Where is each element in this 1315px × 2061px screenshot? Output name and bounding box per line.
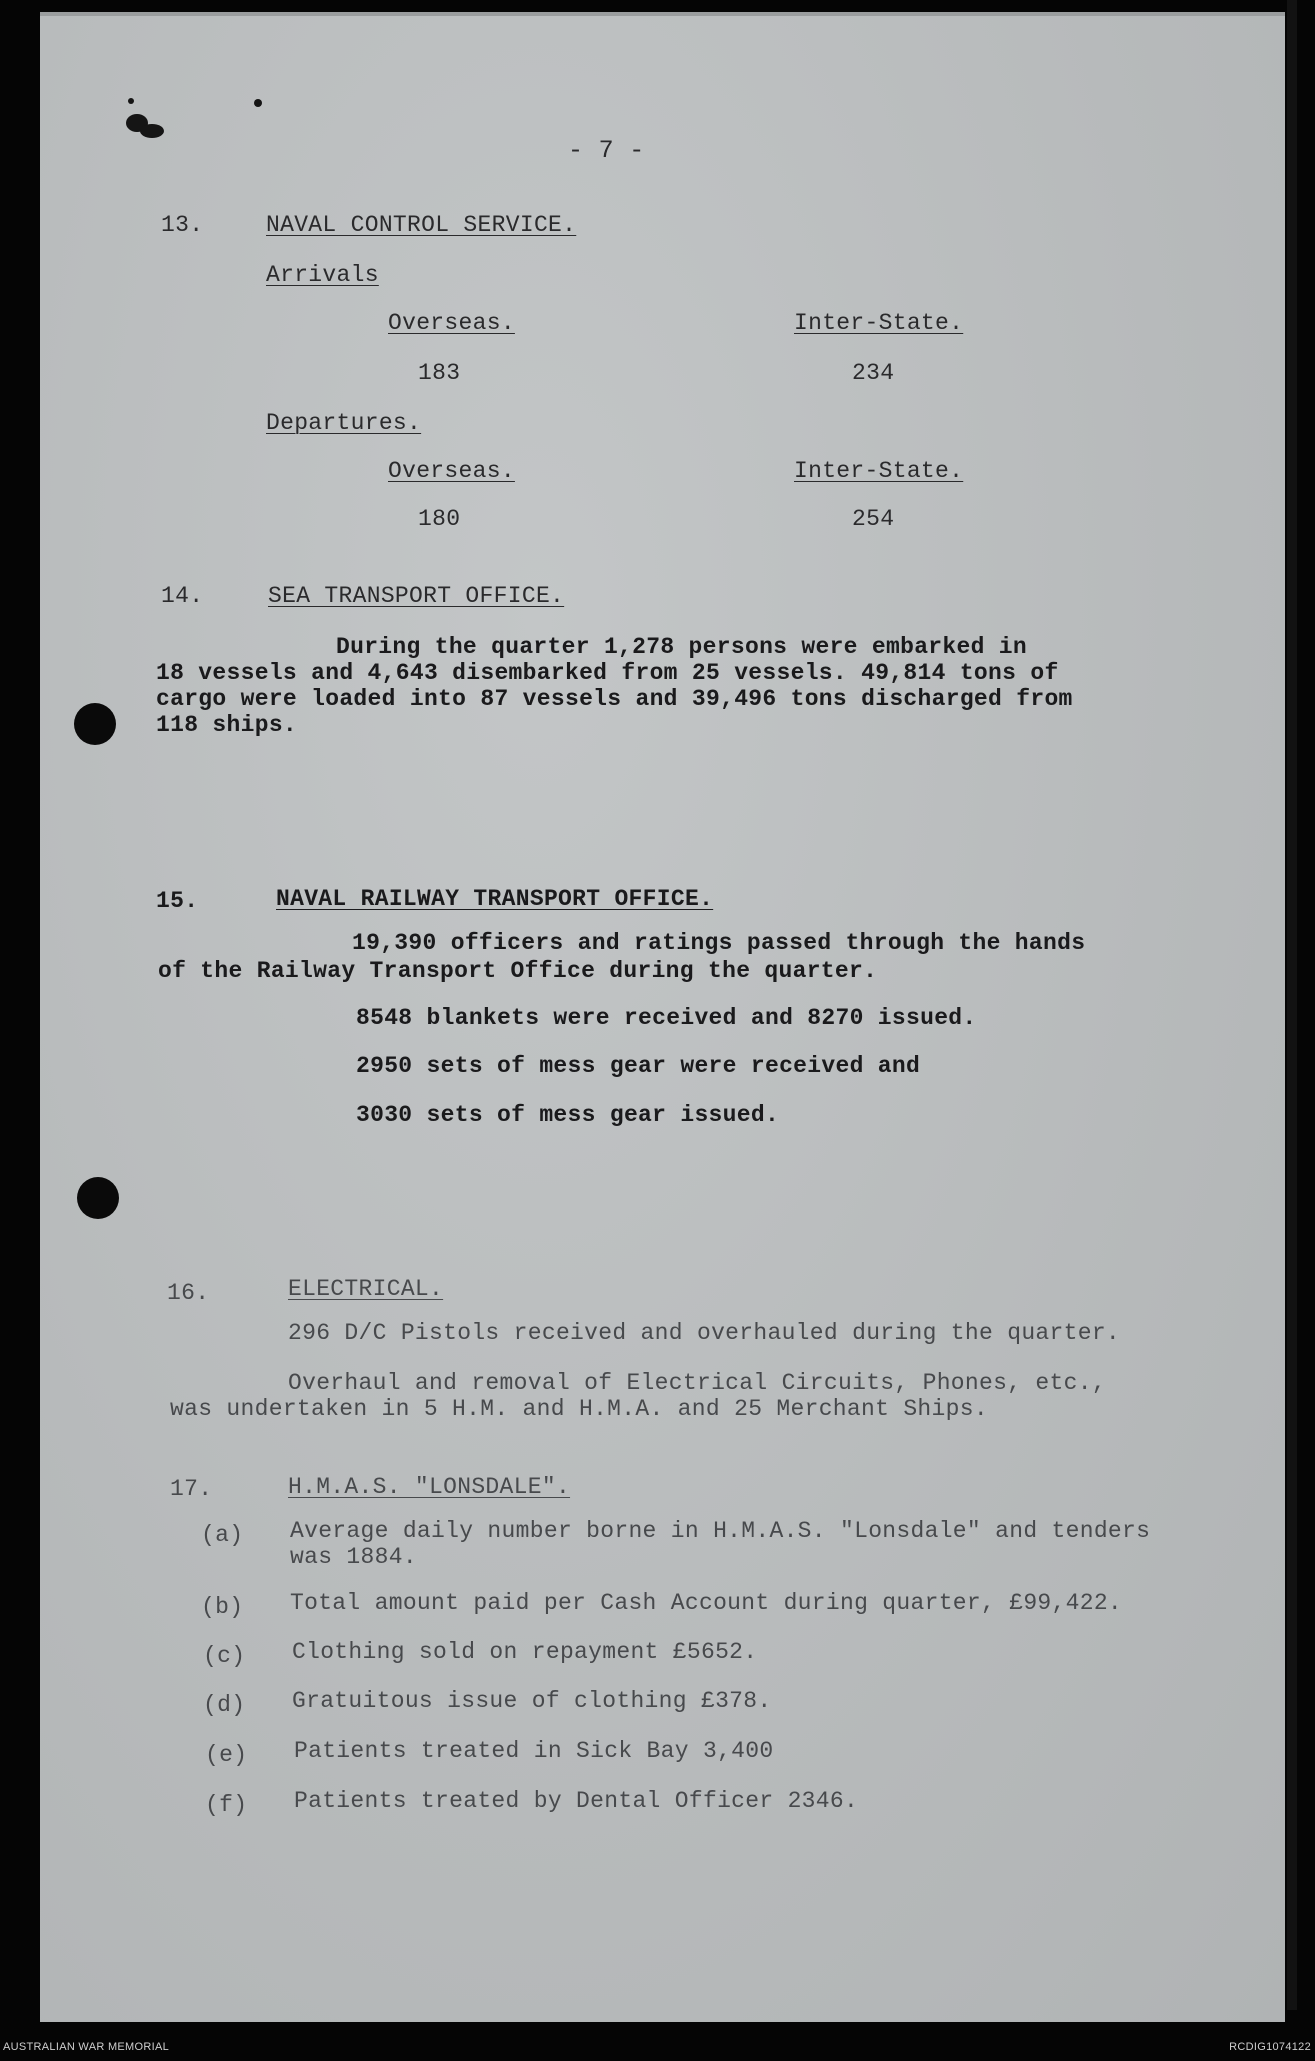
- section-17-title: H.M.A.S. "LONSDALE".: [288, 1474, 571, 1500]
- departures-label: Departures.: [266, 410, 422, 436]
- item-label: (d): [203, 1692, 246, 1718]
- ink-stain: [140, 124, 164, 138]
- item-text: Gratuitous issue of clothing £378.: [292, 1688, 772, 1714]
- section-15-line: 3030 sets of mess gear issued.: [356, 1102, 780, 1128]
- section-15-line: 2950 sets of mess gear were received and: [356, 1053, 921, 1079]
- ink-stain: [254, 99, 262, 107]
- item-text: Clothing sold on repayment £5652.: [292, 1639, 758, 1665]
- departures-overseas-value: 180: [418, 506, 461, 532]
- item-label: (a): [201, 1522, 244, 1548]
- section-16-line: was undertaken in 5 H.M. and H.M.A. and 25 Merchant Ships.: [170, 1396, 988, 1422]
- section-14-title: SEA TRANSPORT OFFICE.: [268, 583, 565, 609]
- section-15-number: 15.: [156, 888, 199, 914]
- departures-interstate-value: 254: [852, 506, 895, 532]
- section-16-line: Overhaul and removal of Electrical Circuits, Phones, etc.,: [288, 1370, 1106, 1396]
- arrivals-overseas-label: Overseas.: [388, 310, 515, 336]
- section-15-title: NAVAL RAILWAY TRANSPORT OFFICE.: [276, 886, 714, 912]
- item-label: (e): [205, 1742, 248, 1768]
- departures-interstate-label: Inter-State.: [794, 458, 964, 484]
- item-text: Average daily number borne in H.M.A.S. "Lonsdale" and tenders: [290, 1518, 1151, 1544]
- section-14-line: cargo were loaded into 87 vessels and 39,496 tons discharged from: [156, 686, 1073, 712]
- section-15-line: of the Railway Transport Office during the quarter.: [158, 958, 878, 984]
- departures-overseas-label: Overseas.: [388, 458, 515, 484]
- section-15-line: 19,390 officers and ratings passed through the hands: [352, 930, 1086, 956]
- section-13-title: NAVAL CONTROL SERVICE.: [266, 212, 577, 238]
- arrivals-interstate-value: 234: [852, 360, 895, 386]
- item-label: (c): [203, 1643, 246, 1669]
- page-number: - 7 -: [568, 136, 645, 165]
- item-label: (b): [201, 1594, 244, 1620]
- page-right-edge: [1287, 0, 1297, 2010]
- item-text: Patients treated by Dental Officer 2346.: [294, 1788, 859, 1814]
- footer-reference: RCDIG1074122: [1229, 2041, 1311, 2053]
- section-17-number: 17.: [170, 1476, 213, 1502]
- item-label: (f): [205, 1792, 248, 1818]
- section-14-number: 14.: [161, 583, 204, 609]
- section-14-line: 118 ships.: [156, 712, 298, 738]
- arrivals-overseas-value: 183: [418, 360, 461, 386]
- punch-hole: [77, 1177, 119, 1219]
- arrivals-interstate-label: Inter-State.: [794, 310, 964, 336]
- section-13-number: 13.: [161, 212, 204, 238]
- punch-hole: [74, 703, 116, 745]
- section-16-line: 296 D/C Pistols received and overhauled during the quarter.: [288, 1320, 1121, 1346]
- arrivals-label: Arrivals: [266, 262, 379, 288]
- item-text: Patients treated in Sick Bay 3,400: [294, 1738, 774, 1764]
- section-14-line: During the quarter 1,278 persons were embarked in: [336, 634, 1028, 660]
- item-text-continued: was 1884.: [290, 1544, 417, 1570]
- section-15-line: 8548 blankets were received and 8270 issued.: [356, 1005, 977, 1031]
- item-text: Total amount paid per Cash Account during quarter, £99,422.: [290, 1590, 1123, 1616]
- section-16-number: 16.: [167, 1280, 210, 1306]
- section-14-line: 18 vessels and 4,643 disembarked from 25 vessels. 49,814 tons of: [156, 660, 1059, 686]
- footer-credit: AUSTRALIAN WAR MEMORIAL: [3, 2041, 170, 2053]
- ink-stain: [128, 98, 134, 104]
- section-16-title: ELECTRICAL.: [288, 1276, 444, 1302]
- page-top-edge: [40, 12, 1285, 16]
